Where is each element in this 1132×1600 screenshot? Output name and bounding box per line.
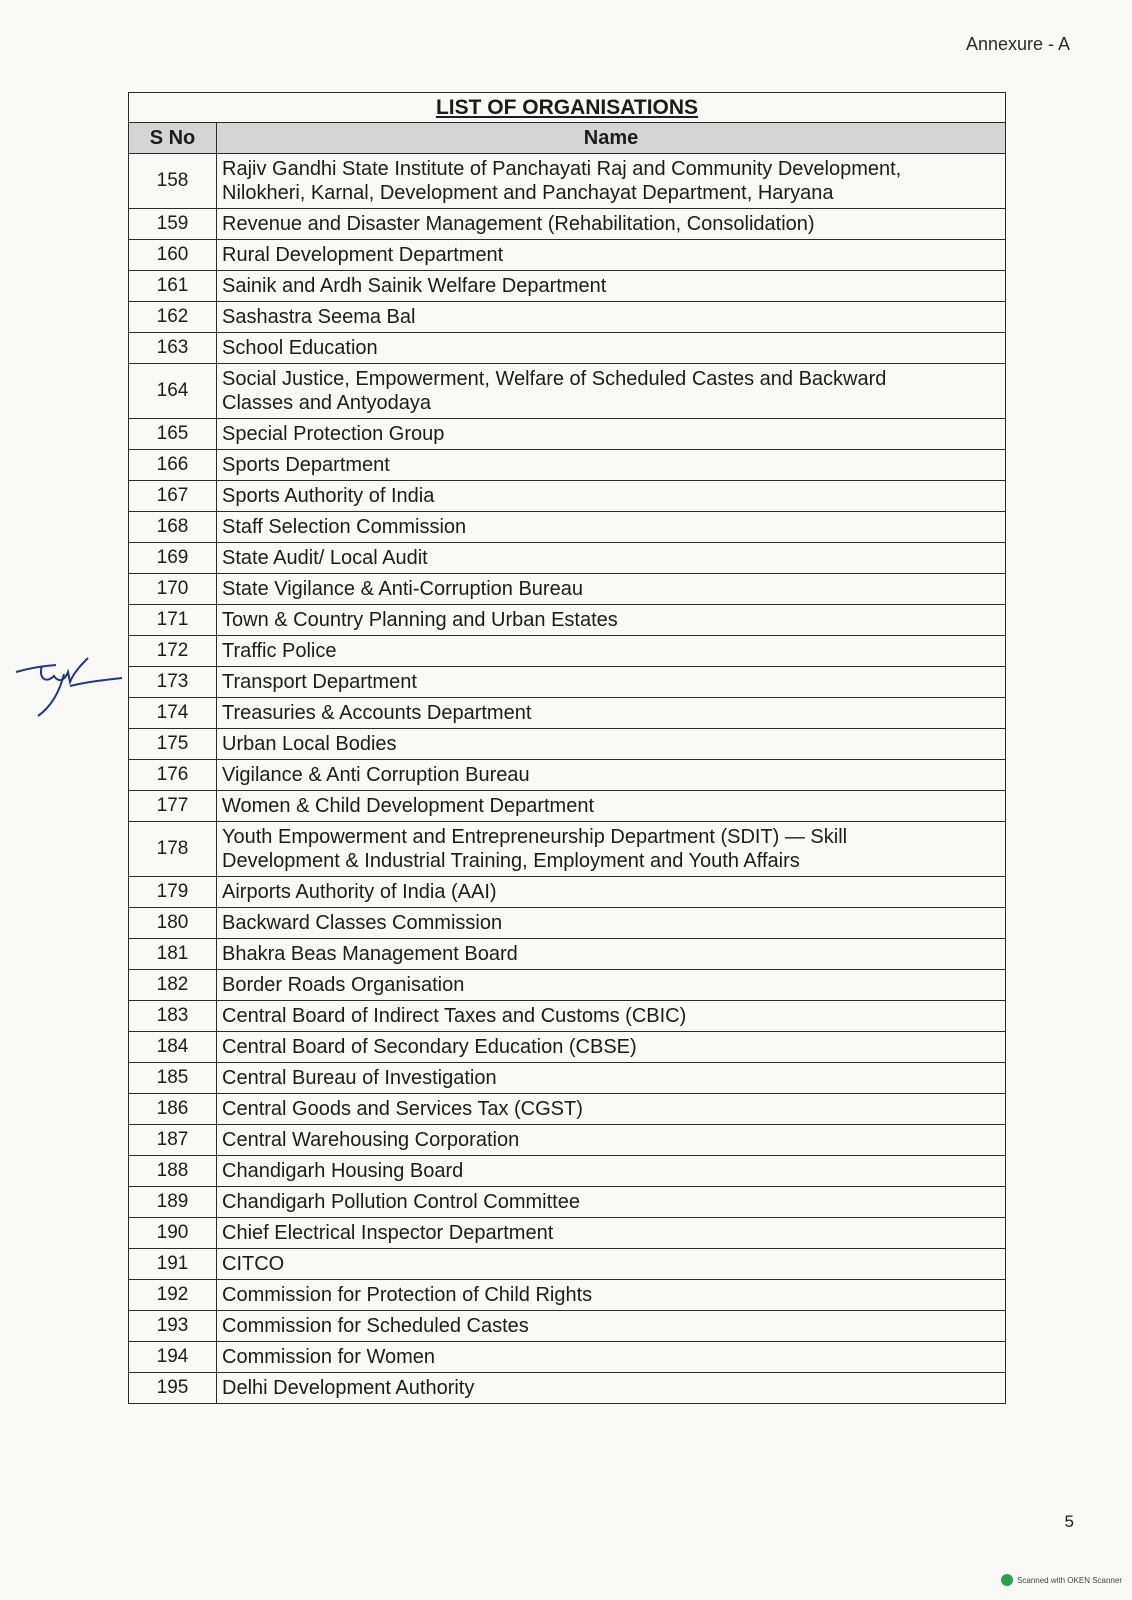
row-sno: 160 <box>129 240 217 271</box>
page-number: 5 <box>1064 1512 1074 1531</box>
row-name-line: Chandigarh Pollution Control Committee <box>222 1191 580 1213</box>
row-name-line: Revenue and Disaster Management (Rehabilitation, Consolidation) <box>222 213 815 235</box>
row-sno: 165 <box>129 419 217 450</box>
annexure-label: Annexure - A <box>965 34 1070 54</box>
row-name <box>217 512 1006 543</box>
table-row <box>129 543 1006 574</box>
row-sno: 183 <box>129 1001 217 1032</box>
table-row <box>129 574 1006 605</box>
row-name <box>217 543 1006 574</box>
row-name-line: Central Goods and Services Tax (CGST) <box>222 1098 583 1120</box>
row-sno: 193 <box>129 1311 217 1342</box>
row-sno: 159 <box>129 209 217 240</box>
scanner-text: Scanned with OKEN Scanner <box>1017 1575 1122 1585</box>
row-name-line: Sainik and Ardh Sainik Welfare Department <box>222 275 607 297</box>
row-name <box>217 1156 1006 1187</box>
row-name <box>217 1001 1006 1032</box>
table-row <box>129 1001 1006 1032</box>
row-name-line: Bhakra Beas Management Board <box>222 943 518 965</box>
row-name-line: Sports Authority of India <box>222 485 435 507</box>
row-name <box>217 1218 1006 1249</box>
row-name-line: Central Board of Indirect Taxes and Customs (CBIC) <box>222 1005 687 1027</box>
row-name-line: Delhi Development Authority <box>222 1377 475 1399</box>
row-name-line: Commission for Women <box>222 1346 436 1368</box>
row-sno: 178 <box>129 822 217 877</box>
row-name <box>217 729 1006 760</box>
row-name <box>217 1063 1006 1094</box>
row-sno: 189 <box>129 1187 217 1218</box>
row-sno: 164 <box>129 364 217 419</box>
row-name <box>217 209 1006 240</box>
table-row <box>129 791 1006 822</box>
row-name-line: Youth Empowerment and Entrepreneurship Department (SDIT) — Skill <box>222 826 848 848</box>
row-name <box>217 822 1006 877</box>
row-name <box>217 481 1006 512</box>
row-name <box>217 939 1006 970</box>
row-sno: 163 <box>129 333 217 364</box>
row-name <box>217 667 1006 698</box>
row-name <box>217 333 1006 364</box>
table-row <box>129 419 1006 450</box>
table-row <box>129 760 1006 791</box>
row-name-line: Transport Department <box>222 671 417 693</box>
table-row <box>129 939 1006 970</box>
row-name-line: Town & Country Planning and Urban Estates <box>222 609 618 631</box>
row-sno: 168 <box>129 512 217 543</box>
row-sno: 194 <box>129 1342 217 1373</box>
row-name-line: Sashastra Seema Bal <box>222 306 416 328</box>
row-sno: 186 <box>129 1094 217 1125</box>
table-row <box>129 636 1006 667</box>
row-name <box>217 1311 1006 1342</box>
table-row <box>129 481 1006 512</box>
table-row <box>129 154 1006 209</box>
row-name <box>217 450 1006 481</box>
row-sno: 192 <box>129 1280 217 1311</box>
row-name-line: Chief Electrical Inspector Department <box>222 1222 554 1244</box>
row-sno: 179 <box>129 877 217 908</box>
organisations-table <box>128 92 1006 1404</box>
table-row <box>129 698 1006 729</box>
row-name <box>217 419 1006 450</box>
row-name-line: Traffic Police <box>222 640 337 662</box>
row-name <box>217 240 1006 271</box>
table-row <box>129 1373 1006 1404</box>
table-row <box>129 1187 1006 1218</box>
table-row <box>129 1218 1006 1249</box>
row-name <box>217 1280 1006 1311</box>
table-row <box>129 512 1006 543</box>
row-name-line: Central Bureau of Investigation <box>222 1067 497 1089</box>
table-row <box>129 605 1006 636</box>
row-name <box>217 1342 1006 1373</box>
row-sno: 191 <box>129 1249 217 1280</box>
row-name-line: Urban Local Bodies <box>222 733 397 755</box>
row-name <box>217 1249 1006 1280</box>
table-body <box>129 154 1006 1404</box>
signature-mark <box>12 652 124 724</box>
table-row <box>129 1280 1006 1311</box>
row-name-line: Staff Selection Commission <box>222 516 467 538</box>
table-row <box>129 1063 1006 1094</box>
row-name-line: Vigilance & Anti Corruption Bureau <box>222 764 530 786</box>
row-name <box>217 636 1006 667</box>
row-name-line: Central Board of Secondary Education (CBSE) <box>222 1036 637 1058</box>
row-name <box>217 877 1006 908</box>
table-row <box>129 1311 1006 1342</box>
row-sno: 173 <box>129 667 217 698</box>
row-name <box>217 908 1006 939</box>
row-name <box>217 364 1006 419</box>
row-sno: 172 <box>129 636 217 667</box>
table-row <box>129 450 1006 481</box>
table-row <box>129 209 1006 240</box>
row-name-line: Chandigarh Housing Board <box>222 1160 464 1182</box>
row-name-line: Social Justice, Empowerment, Welfare of Scheduled Castes and Backward <box>222 368 887 390</box>
table-row <box>129 240 1006 271</box>
row-sno: 187 <box>129 1125 217 1156</box>
row-name <box>217 605 1006 636</box>
row-name <box>217 1373 1006 1404</box>
row-sno: 181 <box>129 939 217 970</box>
row-sno: 169 <box>129 543 217 574</box>
row-sno: 188 <box>129 1156 217 1187</box>
row-name-line: State Audit/ Local Audit <box>222 547 428 569</box>
row-name <box>217 1032 1006 1063</box>
table-row <box>129 364 1006 419</box>
row-sno: 185 <box>129 1063 217 1094</box>
row-name-line: Special Protection Group <box>222 423 445 445</box>
table-row <box>129 1342 1006 1373</box>
row-name-line: Women & Child Development Department <box>222 795 595 817</box>
row-name-line: Development & Industrial Training, Employment and Youth Affairs <box>222 850 800 872</box>
table-row <box>129 1249 1006 1280</box>
table-row <box>129 970 1006 1001</box>
row-name-line: Airports Authority of India (AAI) <box>222 881 497 903</box>
table-title: LIST OF ORGANISATIONS <box>129 93 1006 123</box>
row-sno: 175 <box>129 729 217 760</box>
row-name-line: Backward Classes Commission <box>222 912 503 934</box>
row-sno: 161 <box>129 271 217 302</box>
scanner-watermark <box>1001 1574 1122 1586</box>
row-name-line: Border Roads Organisation <box>222 974 465 996</box>
row-name-line: Sports Department <box>222 454 390 476</box>
row-name-line: School Education <box>222 337 378 359</box>
row-name-line: Classes and Antyodaya <box>222 392 432 414</box>
row-name <box>217 1094 1006 1125</box>
table-row <box>129 271 1006 302</box>
table-row <box>129 877 1006 908</box>
row-sno: 177 <box>129 791 217 822</box>
row-sno: 195 <box>129 1373 217 1404</box>
row-name <box>217 698 1006 729</box>
table-row <box>129 908 1006 939</box>
row-sno: 166 <box>129 450 217 481</box>
row-sno: 174 <box>129 698 217 729</box>
table-row <box>129 1125 1006 1156</box>
row-name-line: State Vigilance & Anti-Corruption Bureau <box>222 578 583 600</box>
row-name <box>217 574 1006 605</box>
table-row <box>129 1032 1006 1063</box>
row-sno: 170 <box>129 574 217 605</box>
row-sno: 162 <box>129 302 217 333</box>
row-name <box>217 791 1006 822</box>
row-sno: 167 <box>129 481 217 512</box>
table-row <box>129 302 1006 333</box>
table-row <box>129 667 1006 698</box>
row-sno: 182 <box>129 970 217 1001</box>
table-row <box>129 333 1006 364</box>
row-name <box>217 302 1006 333</box>
row-sno: 171 <box>129 605 217 636</box>
row-name <box>217 1187 1006 1218</box>
row-sno: 158 <box>129 154 217 209</box>
row-name <box>217 970 1006 1001</box>
table-row <box>129 1156 1006 1187</box>
row-name-line: CITCO <box>222 1253 285 1275</box>
table-row <box>129 729 1006 760</box>
row-name-line: Nilokheri, Karnal, Development and Panchayat Department, Haryana <box>222 182 834 204</box>
row-sno: 190 <box>129 1218 217 1249</box>
row-name-line: Treasuries & Accounts Department <box>222 702 532 724</box>
row-sno: 184 <box>129 1032 217 1063</box>
row-name-line: Central Warehousing Corporation <box>222 1129 520 1151</box>
row-name <box>217 271 1006 302</box>
table-row <box>129 822 1006 877</box>
table-row <box>129 1094 1006 1125</box>
scanner-logo-icon <box>1001 1574 1013 1586</box>
row-name-line: Commission for Protection of Child Rights <box>222 1284 593 1306</box>
row-name-line: Rajiv Gandhi State Institute of Panchayati Raj and Community Development, <box>222 158 902 180</box>
header-sno: S No <box>129 123 217 154</box>
row-name-line: Commission for Scheduled Castes <box>222 1315 529 1337</box>
header-name: Name <box>217 123 1006 154</box>
row-sno: 180 <box>129 908 217 939</box>
row-sno: 176 <box>129 760 217 791</box>
row-name <box>217 154 1006 209</box>
row-name-line: Rural Development Department <box>222 244 504 266</box>
row-name <box>217 760 1006 791</box>
row-name <box>217 1125 1006 1156</box>
